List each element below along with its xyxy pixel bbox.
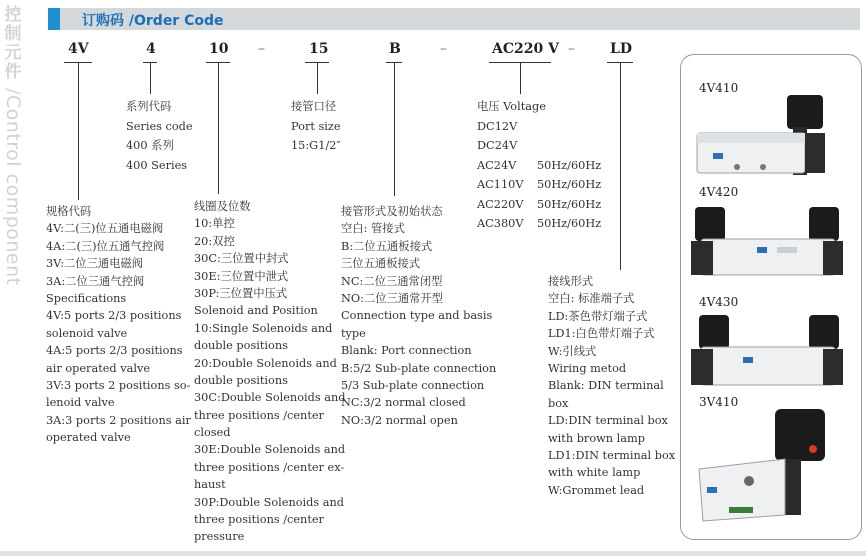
coil-line: three positions /center ex- — [194, 460, 345, 474]
side-category-label — [2, 6, 24, 286]
product-label: 4V420 — [699, 185, 739, 199]
coil-line: 20:Double Solenoids and — [194, 356, 337, 370]
conn-line: 接管形式及初始状态 — [341, 205, 443, 218]
spec-line: lenoid valve — [46, 396, 115, 410]
conn-line: NO:二位三通常开型 — [341, 291, 444, 305]
valve-image-4v430 — [687, 311, 847, 393]
wiring-line: LD:DIN terminal box — [548, 414, 668, 428]
conn-line: B:二位五通板接式 — [341, 239, 433, 253]
product-label: 4V410 — [699, 81, 739, 95]
coil-line: 30P:三位置中压式 — [194, 286, 288, 300]
wiring-line: LD1:DIN terminal box — [548, 448, 676, 462]
side-cn-char: 制 — [4, 24, 22, 44]
wiring-line: 接线形式 — [548, 275, 594, 288]
wiring-line: with brown lamp — [548, 431, 645, 445]
wiring-line: box — [548, 396, 569, 410]
series-line: 400 Series — [126, 158, 188, 172]
voltage-frequency: 50Hz/60Hz — [537, 158, 602, 172]
conn-line: 空白: 管接式 — [341, 222, 405, 236]
voltage-frequency: 50Hz/60Hz — [537, 217, 602, 230]
code-dash: – — [568, 41, 575, 57]
product-image-panel — [680, 54, 862, 540]
code-series-prefix: 4V — [68, 41, 89, 57]
port-size-block — [291, 97, 341, 156]
wiring-line: Wiring metod — [548, 361, 627, 375]
wiring-line: LD:茶色带灯端子式 — [548, 309, 648, 323]
code-port-size: 15 — [309, 41, 329, 57]
conn-line: NO:3/2 normal open — [341, 413, 458, 427]
conn-line: B:5/2 Sub-plate connection — [341, 361, 497, 375]
product-label: 4V430 — [699, 295, 739, 309]
code-dash: – — [258, 41, 265, 57]
wiring-line: with white lamp — [548, 466, 641, 480]
conn-line: type — [341, 326, 366, 340]
valve-image-4v410 — [693, 93, 843, 189]
spec-line: solenoid valve — [46, 326, 128, 340]
voltage-row — [477, 175, 601, 195]
voltage-value: AC24V — [477, 158, 517, 172]
wiring-line: Blank: DIN terminal — [548, 379, 664, 393]
valve-image-4v420 — [687, 203, 847, 283]
spec-line: 3A:二位三通气控阀 — [46, 274, 145, 288]
spec-line: 规格代码 — [46, 205, 92, 218]
conn-line: Blank: Port connection — [341, 344, 472, 358]
wiring-line: W:引线式 — [548, 344, 597, 358]
voltage-title: 电压 Voltage — [477, 100, 546, 113]
leader-line — [150, 62, 151, 94]
port-line: 接管口径 — [291, 100, 337, 113]
leader-line — [317, 62, 318, 94]
coil-line: 10:单控 — [194, 217, 235, 231]
leader-line — [78, 62, 79, 200]
coil-line: three positions /center — [194, 408, 324, 422]
section-header — [48, 8, 860, 30]
spec-line: 4A:5 ports 2/3 positions — [46, 344, 183, 358]
spec-line: air operated valve — [46, 361, 151, 375]
side-cn-char: 控 — [4, 5, 22, 25]
conn-line: 三位五通板接式 — [341, 257, 421, 271]
solenoid-position-block — [194, 198, 345, 546]
connection-type-block — [341, 203, 496, 429]
spec-line: operated valve — [46, 431, 131, 445]
leader-line — [394, 62, 395, 196]
header-accent-mark — [48, 8, 60, 30]
leader-line — [218, 62, 219, 194]
spec-line: 3V:二位三通电磁阀 — [46, 257, 144, 271]
voltage-row — [477, 136, 601, 156]
spec-line: 4A:二(三)位五通气控阀 — [46, 239, 165, 253]
spec-line: 4V:二(三)位五通电磁阀 — [46, 222, 164, 236]
spec-line: 4V:5 ports 2/3 positions — [46, 309, 182, 323]
coil-line: 30E:Double Solenoids and — [194, 443, 346, 457]
voltage-frequency: 50Hz/60Hz — [537, 178, 602, 191]
leader-line — [520, 62, 521, 94]
coil-line: haust — [194, 478, 226, 492]
conn-line: 5/3 Sub-plate connection — [341, 378, 485, 392]
coil-line: 10:Single Solenoids and — [194, 321, 333, 335]
side-cn-char: 件 — [4, 62, 22, 82]
side-cn-char: 元 — [4, 43, 22, 63]
series-line: 系列代码 — [126, 100, 172, 113]
code-connection: B — [389, 41, 401, 57]
series-line: Series code — [126, 119, 193, 133]
port-line: Port size — [291, 119, 341, 133]
wiring-line: LD1:白色带灯端子式 — [548, 327, 655, 341]
coil-line: 30C:Double Solenoids and — [194, 391, 346, 405]
conn-line: Connection type and basis — [341, 309, 493, 323]
voltage-value: AC220V — [477, 197, 524, 211]
spec-line: 3A:3 ports 2 positions air — [46, 413, 191, 427]
code-wiring: LD — [610, 41, 632, 57]
side-en-text: /Control component — [2, 88, 24, 286]
voltage-frequency: 50Hz/60Hz — [537, 197, 602, 211]
code-coil-position: 10 — [209, 41, 229, 57]
series-code-block — [126, 97, 193, 175]
voltage-value: AC380V — [477, 217, 524, 230]
wiring-method-block — [548, 273, 675, 499]
coil-line: three positions /center — [194, 513, 324, 527]
code-series: 4 — [146, 41, 156, 57]
voltage-row — [477, 156, 601, 176]
coil-line: double positions — [194, 373, 288, 387]
coil-line: 30C:三位置中封式 — [194, 252, 289, 266]
voltage-value: DC12V — [477, 119, 518, 133]
wiring-line: 空白: 标准端子式 — [548, 292, 635, 306]
spec-line: Specifications — [46, 291, 127, 305]
coil-line: double positions — [194, 339, 288, 353]
coil-line: 30E:三位置中泄式 — [194, 269, 289, 283]
port-line: 15:G1/2″ — [291, 139, 341, 152]
footer-bar — [0, 551, 866, 556]
conn-line: NC:二位三通常闭型 — [341, 274, 443, 288]
code-dash: – — [440, 41, 447, 57]
product-label: 3V410 — [699, 395, 739, 409]
series-line: 400 系列 — [126, 139, 174, 152]
voltage-row — [477, 117, 601, 137]
coil-line: 20:双控 — [194, 234, 235, 248]
voltage-value: DC24V — [477, 139, 518, 152]
coil-line: pressure — [194, 530, 245, 544]
code-voltage: AC220 V — [492, 41, 559, 57]
voltage-value: AC110V — [477, 178, 524, 191]
coil-line: closed — [194, 426, 231, 440]
section-title: 订购码 /Order Code — [82, 13, 224, 29]
coil-line: Solenoid and Position — [194, 304, 318, 318]
conn-line: NC:3/2 normal closed — [341, 396, 466, 410]
coil-line: 线圈及位数 — [194, 200, 251, 213]
leader-line — [620, 62, 621, 270]
coil-line: 30P:Double Solenoids and — [194, 495, 345, 509]
valve-image-3v410 — [689, 403, 849, 531]
specification-block — [46, 203, 191, 446]
wiring-line: W:Grommet lead — [548, 483, 645, 497]
spec-line: 3V:3 ports 2 positions so- — [46, 378, 191, 392]
